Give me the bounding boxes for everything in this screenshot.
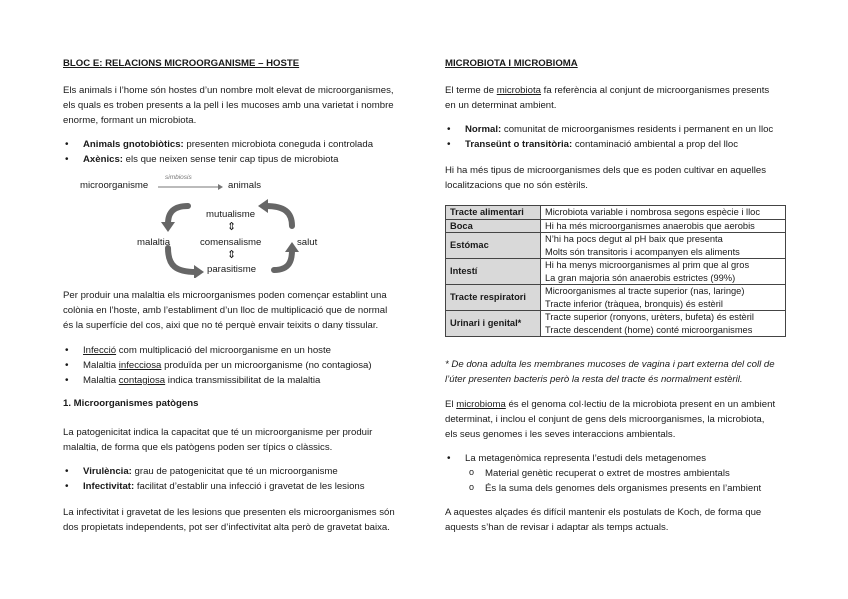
term: Axènics:: [83, 154, 123, 165]
description-line: Hi ha més microorganismes anaerobis que aerobis: [545, 220, 755, 231]
definition: comunitat de microorganismes residents i permanent en un lloc: [501, 124, 774, 135]
term: microbiota: [496, 85, 541, 96]
table-row: [446, 285, 786, 311]
description-cell: [541, 259, 786, 285]
animal-types-list: [63, 137, 373, 167]
site-cell: Tracte respiratori: [446, 285, 541, 311]
intro-line: Els animals i l’home són hostes d’un nombre molt elevat de microorganismes,: [63, 85, 394, 96]
list-item: • La metagenòmica representa l’estudi dels metagenomes: [445, 451, 706, 466]
definition: facilitat d’establir una infecció i gravetat de les lesions: [134, 481, 365, 492]
text-line: en un determinat ambient.: [445, 100, 557, 111]
prefix: Malaltia: [83, 360, 119, 371]
up-down-arrow-icon: ⇕: [227, 221, 237, 233]
description-line: Tracte superior (ronyons, urèters, bufeta) és estèril: [545, 312, 754, 322]
term: infecciosa: [118, 360, 162, 371]
term: Animals gnotobiòtics:: [83, 139, 184, 150]
list-item: [63, 152, 373, 167]
list-item: [445, 137, 773, 152]
description-line: N’hi ha pocs degut al pH baix que presenta: [545, 234, 723, 244]
definition: indica transmissibilitat de la malaltia: [165, 375, 321, 386]
disease-terms-list: [63, 343, 372, 388]
list-item: [445, 122, 773, 137]
prefix: El: [445, 399, 457, 410]
bloc-e-heading: BLOC E: RELACIONS MICROORGANISME – HOSTE: [63, 58, 300, 69]
list-item: [63, 479, 365, 494]
site-cell: Urinari i genital*: [446, 311, 541, 337]
disease-label: malaltia: [137, 237, 171, 248]
section-title: 1. Microorganismes patògens: [63, 398, 199, 409]
list-item: [63, 343, 372, 358]
description-cell: [541, 219, 786, 233]
description-line: Microbiota variable i nombrosa segons espècie i lloc: [545, 207, 760, 217]
table-row: [446, 259, 786, 285]
list-item: [63, 464, 365, 479]
disease-paragraph: [63, 288, 387, 333]
microorganism-label: microorganisme: [80, 180, 149, 191]
symbiosis-arrow-label: simbiosis: [165, 174, 192, 181]
prefix: Malaltia: [83, 375, 119, 386]
text-line: dos propietats independents, pot ser d’infectivitat alta però de gravetat baixa.: [63, 522, 390, 533]
microbiota-heading: MICROBIOTA I MICROBIOMA: [445, 58, 578, 69]
metagenomics-list: [445, 451, 706, 466]
definition: els que neixen sense tenir cap tipus de microbiota: [123, 154, 339, 165]
definition: presenten microbiota coneguda i controlada: [183, 139, 374, 150]
term: Transeünt o transitòria:: [465, 139, 573, 150]
text-line: * De dona adulta les membranes mucoses de vagina i part externa del coll de: [445, 359, 775, 370]
description-line: Tracte descendent (home) conté microorganismes: [545, 324, 753, 335]
text-line: colònia en l’hoste, amb l’establiment d’un lloc de multiplicació que de normal: [63, 305, 388, 316]
text-line: determinat, i inclou el conjunt de gens dels microorganismes, la microbiota,: [445, 414, 765, 425]
koch-paragraph: [445, 505, 761, 535]
definition: grau de patogenicitat que té un microorganisme: [131, 466, 338, 477]
site-cell: Boca: [446, 219, 541, 233]
description-line: Microorganismes al tracte superior (nas, laringe): [545, 286, 745, 296]
footnote: [445, 357, 775, 387]
intro-line: els quals es troben presents a la pell i les mucoses amb una varietat i nombre: [63, 100, 394, 111]
table-row: [446, 206, 786, 220]
commensalism-label: comensalisme: [200, 237, 262, 248]
list-item: [63, 358, 372, 373]
text-line: localitzacions que no són estèrils.: [445, 180, 588, 191]
pathogenicity-paragraph: [63, 425, 372, 455]
text-line: A aquestes alçades és difícil mantenir els postulats de Koch, de forma que: [445, 507, 762, 518]
text-line: és la superfície del cos, aixi que no té perquè envair teixits o dany tissular.: [63, 320, 379, 331]
term: Infectivitat:: [83, 481, 135, 492]
term: Virulència:: [83, 466, 132, 477]
microbiota-definition: [445, 83, 769, 113]
intro-paragraph: [63, 83, 394, 128]
term: microbioma: [456, 399, 506, 410]
animals-label: animals: [228, 180, 262, 191]
list-item: [63, 373, 372, 388]
text-line: [445, 397, 775, 412]
sub-list-item: o És la suma dels genomes dels organismes presents en l’ambient: [445, 481, 761, 496]
microbiota-table: [445, 205, 786, 337]
term: Infecció: [83, 345, 117, 356]
description-line: La gran majoria són anaerobis estrictes (99%): [545, 272, 736, 283]
text-line: Hi ha més tipus de microorganismes dels que es poden cultivar en aquelles: [445, 165, 767, 176]
description-cell: [541, 311, 786, 337]
microbiota-types-list: [445, 122, 773, 152]
site-cell: Intestí: [446, 259, 541, 285]
list-item: [63, 137, 373, 152]
table-row: [446, 311, 786, 337]
pathogen-terms-list: [63, 464, 365, 494]
description-cell: [541, 206, 786, 220]
metagenomics-sublist: [445, 466, 761, 496]
prefix: El terme de: [445, 85, 497, 96]
text-line: [445, 83, 769, 98]
description-cell: [541, 233, 786, 259]
definition: és el genoma col·lectiu de la microbiota present en un ambient: [505, 399, 776, 410]
table-row: [446, 233, 786, 259]
microbiome-paragraph: [445, 397, 775, 442]
mutualism-label: mutualisme: [206, 209, 256, 220]
definition: produïda per un microorganisme (no contagiosa): [161, 360, 372, 371]
definition: contaminació ambiental a prop del lloc: [572, 139, 739, 150]
up-down-arrow-icon: ⇕: [227, 249, 237, 261]
text-line: malaltia, de forma que els patògens poden ser típics o clàssics.: [63, 442, 333, 453]
text-line: La patogenicitat indica la capacitat que té un microorganisme per produir: [63, 427, 373, 438]
sub-list-item: o Material genètic recuperat o extret de mostres ambientals: [445, 466, 761, 481]
definition: fa referència al conjunt de microorganismes presents: [541, 85, 770, 96]
health-label: salut: [297, 237, 318, 248]
closing-paragraph: [63, 505, 395, 535]
cultivable-paragraph: [445, 163, 766, 193]
text-line: La infectivitat i gravetat de les lesions que presenten els microorganismes són: [63, 507, 395, 518]
text-line: Per produir una malaltia els microorganismes poden començar establint una: [63, 290, 387, 301]
text-line: els seus genomes i les seves interaccions ambientals.: [445, 429, 676, 440]
description-line: Hi ha menys microorganismes al prim que al gros: [545, 260, 750, 270]
definition: com multiplicació del microorganisme en un hoste: [116, 345, 331, 356]
site-cell: Estómac: [446, 233, 541, 259]
term: Normal:: [465, 124, 502, 135]
table-row: [446, 219, 786, 233]
intro-line: enorme, formant un microbiota.: [63, 115, 197, 126]
text-line: l’úter presenten bacteris però la resta del tracte és normalment estèril.: [445, 374, 743, 385]
term: contagiosa: [118, 375, 166, 386]
description-line: Molts són transitoris i acompanyen els aliments: [545, 246, 740, 257]
symbiosis-diagram: [64, 174, 344, 278]
text-line: aquests s’han de revisar i adaptar als temps actuals.: [445, 522, 669, 533]
site-cell: Tracte alimentari: [446, 206, 541, 220]
description-line: Tracte inferior (tràquea, bronquis) és estèril: [545, 298, 723, 309]
parasitism-label: parasitisme: [207, 264, 257, 275]
description-cell: [541, 285, 786, 311]
